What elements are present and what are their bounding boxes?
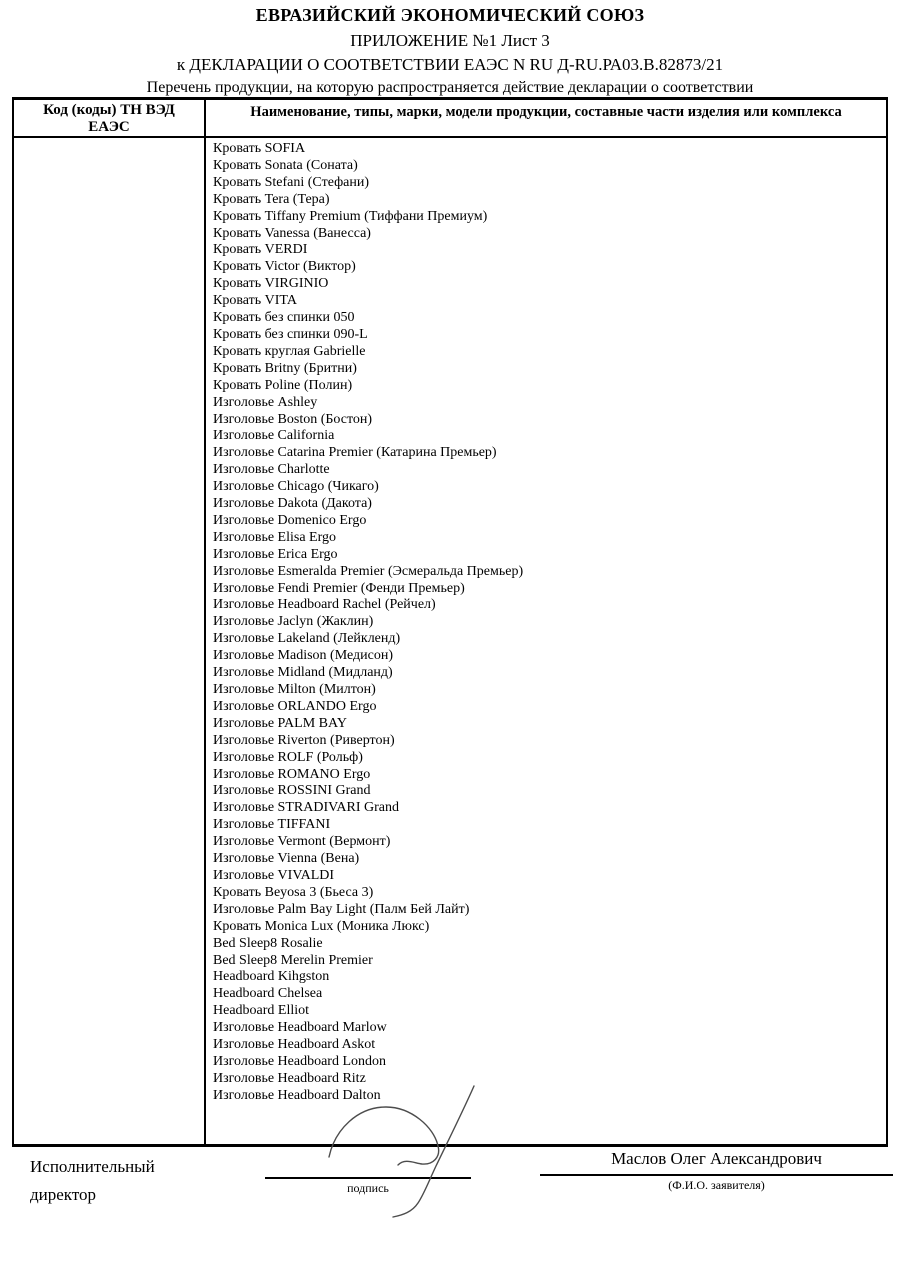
product-item: Изголовье Charlotte	[213, 462, 330, 478]
signature-block	[265, 1177, 471, 1196]
product-item: Изголовье Palm Bay Light (Палм Бей Лайт)	[213, 901, 470, 917]
product-item: Изголовье Milton (Милтон)	[213, 682, 376, 697]
product-item: Кровать Victor (Виктор)	[213, 259, 356, 275]
product-item: Изголовье PALM BAY	[213, 715, 347, 731]
product-item: Bed Sleep8 Merelin Premier	[213, 952, 373, 968]
product-item: Изголовье Headboard London	[213, 1053, 387, 1069]
applicant-caption: (Ф.И.О. заявителя)	[668, 1178, 765, 1192]
product-item: Изголовье Riverton (Ривертон)	[213, 732, 395, 748]
product-item: Изголовье VIVALDI	[213, 867, 335, 883]
product-item: Изголовье Headboard Rachel (Рейчел)	[213, 597, 436, 613]
signature-line	[265, 1177, 471, 1179]
product-item: Изголовье Lakeland (Лейкленд)	[213, 631, 401, 647]
column-header-name: Наименование, типы, марки, модели продукции, составные части изделия или комплекса	[250, 104, 842, 120]
product-item: Кровать Tiffany Premium (Тиффани Премиум)	[213, 208, 488, 224]
product-item: Кровать круглая Gabrielle	[213, 343, 366, 359]
product-item: Изголовье Madison (Медисон)	[213, 648, 393, 664]
product-item: Кровать Stefani (Стефани)	[213, 174, 370, 190]
product-item: Изголовье ORLANDO Ergo	[213, 698, 377, 714]
product-item: Изголовье California	[213, 428, 335, 444]
product-item: Изголовье Dakota (Дакота)	[213, 496, 372, 512]
products-table	[12, 97, 888, 1147]
product-item: Изголовье Headboard Ritz	[213, 1070, 366, 1086]
product-item: Кровать Vanessa (Ванесса)	[213, 225, 371, 241]
column-header-code: Код (коды) ТН ВЭД ЕАЭС	[14, 100, 206, 136]
product-item: Кровать Poline (Полин)	[213, 377, 353, 393]
document-header	[0, 5, 900, 97]
applicant-name: Маслов Олег Александрович	[540, 1149, 893, 1176]
product-item: Кровать VIRGINIO	[213, 276, 329, 292]
product-item: Кровать VITA	[213, 293, 297, 309]
product-item: Кровать SOFIA	[213, 141, 306, 156]
applicant-block	[540, 1149, 893, 1193]
product-item: Кровать Monica Lux (Моника Люкс)	[213, 918, 430, 934]
product-item: Кровать Britny (Бритни)	[213, 360, 357, 376]
product-item: Кровать VERDI	[213, 242, 308, 258]
product-item: Изголовье Midland (Мидланд)	[213, 665, 393, 681]
product-item: Изголовье Fendi Premier (Фенди Премьер)	[213, 580, 465, 596]
product-item: Кровать без спинки 090-L	[213, 326, 368, 342]
product-item: Изголовье Ashley	[213, 394, 318, 410]
appendix-line: ПРИЛОЖЕНИЕ №1 Лист 3	[350, 31, 550, 50]
product-item: Изголовье Vermont (Вермонт)	[213, 834, 391, 850]
product-item: Изголовье Vienna (Вена)	[213, 851, 360, 867]
product-item: Изголовье Headboard Askot	[213, 1037, 376, 1053]
product-item: Изголовье Headboard Dalton	[213, 1087, 381, 1103]
product-item: Кровать Beyosa 3 (Бьеса 3)	[213, 884, 374, 900]
declaration-number-line: к ДЕКЛАРАЦИИ О СООТВЕТСТВИИ ЕАЭС N RU Д-RU.РА03.В.82873/21	[176, 55, 724, 74]
product-item: Кровать Sonata (Соната)	[213, 157, 358, 173]
product-item: Изголовье Chicago (Чикаго)	[213, 479, 379, 495]
product-item: Bed Sleep8 Rosalie	[213, 935, 323, 951]
product-item: Headboard Kihgston	[213, 969, 330, 985]
product-item: Изголовье STRADIVARI Grand	[213, 800, 400, 816]
signatory-position: Исполнительный директор	[30, 1157, 155, 1204]
code-cell-empty	[14, 138, 206, 1144]
scope-line: Перечень продукции, на которую распространяется действие декларации о соответствии	[146, 79, 754, 96]
table-body-row	[14, 138, 886, 1144]
product-item: Изголовье ROSSINI Grand	[213, 783, 371, 799]
product-item: Изголовье Elisa Ergo	[213, 529, 336, 545]
union-title: ЕВРАЗИЙСКИЙ ЭКОНОМИЧЕСКИЙ СОЮЗ	[255, 5, 645, 25]
product-item: Изголовье Jaclyn (Жаклин)	[213, 614, 374, 630]
product-item: Изголовье ROLF (Рольф)	[213, 749, 363, 765]
product-item: Изголовье TIFFANI	[213, 817, 331, 833]
product-item: Headboard Elliot	[213, 1003, 310, 1019]
signature-footer	[0, 1147, 900, 1280]
product-item: Headboard Chelsea	[213, 986, 323, 1002]
signature-caption: подпись	[347, 1181, 389, 1195]
product-item: Изголовье Boston (Бостон)	[213, 411, 373, 427]
product-item: Изголовье Headboard Marlow	[213, 1020, 387, 1036]
products-cell	[206, 138, 886, 1144]
product-item: Кровать без спинки 050	[213, 310, 355, 326]
product-item: Изголовье Erica Ergo	[213, 546, 338, 562]
product-item: Кровать Tera (Тера)	[213, 191, 330, 207]
product-item: Изголовье Esmeralda Premier (Эсмеральда Премьер)	[213, 563, 524, 579]
table-header-row	[14, 100, 886, 138]
product-item: Изголовье ROMANO Ergo	[213, 766, 371, 782]
product-item: Изголовье Catarina Premier (Катарина Премьер)	[213, 445, 497, 461]
product-item: Изголовье Domenico Ergo	[213, 512, 367, 528]
